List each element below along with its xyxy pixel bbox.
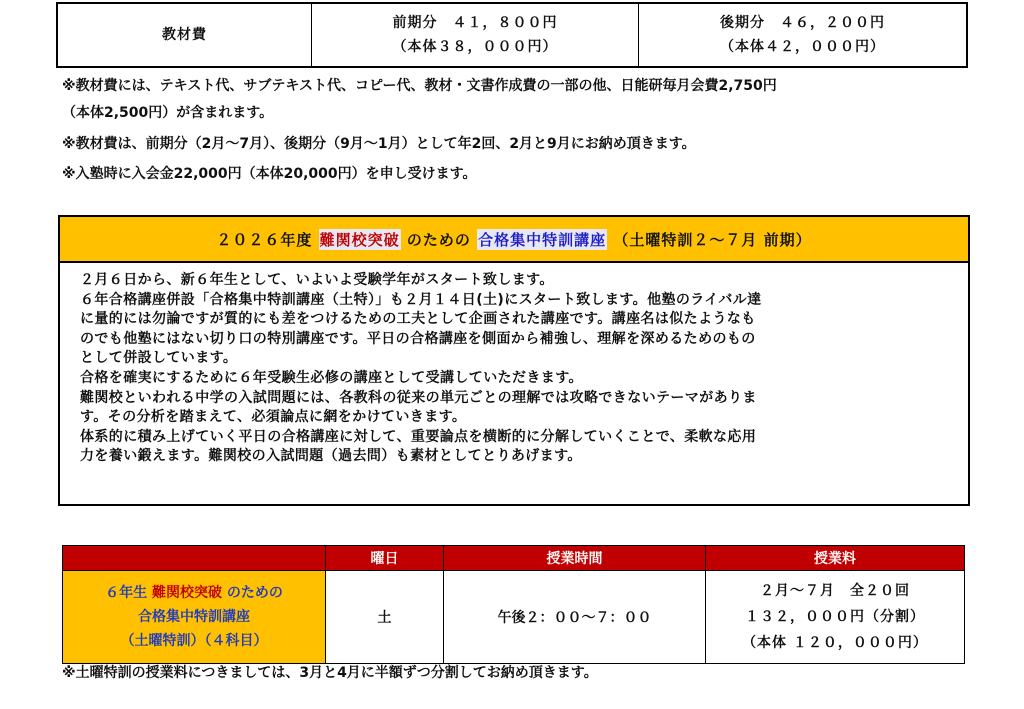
note-line-3: ※教材費は、前期分（2月～7月）、後期分（9月～1月）として年2回、2月と9月にお納め頂きます。	[62, 136, 696, 152]
second-term-fee: 後期分 ４６，２００円	[720, 15, 885, 31]
course-line: 力を養い鍛えます。難関校の入試問題（過去問）も素材としてとりあげます。	[80, 448, 582, 465]
course-name-cell	[63, 571, 326, 664]
schedule-header-day: 曜日	[326, 546, 444, 571]
fee-label-cell	[58, 4, 311, 66]
course-line: 合格を確実にするために６年受験生必修の講座として受講していただきます。	[80, 369, 583, 386]
course-description	[80, 271, 960, 467]
first-term-cell	[311, 4, 638, 66]
course-header-year: ２０２６年度	[216, 230, 313, 249]
course-line: として併設しています。	[80, 350, 238, 367]
schedule-row	[63, 571, 965, 664]
first-term-fee: 前期分 ４１，８００円	[392, 15, 558, 31]
schedule-table	[62, 545, 965, 664]
fee-table	[56, 2, 968, 68]
course-header-red: 難関校突破	[319, 230, 400, 249]
schedule-header-row	[63, 546, 965, 571]
course-line: ２月６日から、新６年生として、いよいよ受験学年がスタート致します。	[80, 272, 554, 288]
course-name-line-1	[63, 581, 325, 605]
schedule-fee-line-1: ２月～７月 全２０回	[760, 583, 910, 599]
course-line: す。その分析を踏まえて、必須論点に網をかけていきます。	[80, 409, 467, 426]
course-name-mid: のための	[226, 585, 283, 601]
schedule-time: 午後２：００～７：００	[444, 571, 706, 664]
schedule-fee-line-3: （本体 １２０，０００円）	[742, 635, 928, 651]
second-term-cell	[638, 4, 966, 66]
course-header-blue: 合格集中特訓講座	[478, 230, 607, 249]
course-line: 難関校といわれる中学の入試問題には、各教科の従来の単元ごとの理解では攻略できないテーマがありま	[80, 389, 757, 406]
course-name-line-2: 合格集中特訓講座	[138, 609, 250, 625]
course-line: 体系的に積み上げていく平日の合格講座に対して、重要論点を横断的に分解していくことで、柔軟な応用	[80, 428, 757, 445]
schedule-header-blank	[63, 546, 326, 571]
course-header-term: （土曜特訓２～７月 前期）	[613, 230, 812, 249]
course-header-mid: のための	[406, 230, 471, 249]
footer-note: ※土曜特訓の授業料につきましては、3月と4月に半額ずつ分割してお納め頂きます。	[62, 665, 598, 681]
course-name-red: 難関校突破	[152, 585, 222, 601]
schedule-header-fee: 授業料	[706, 546, 965, 571]
schedule-fee-line-2: １３２，０００円（分割）	[745, 609, 925, 625]
course-name-line-3: （土曜特訓）（４科目）	[120, 633, 268, 649]
note-line-1: ※教材費には、テキスト代、サブテキスト代、コピー代、教材・文書作成費の一部の他、日能研毎月会費2,750円	[62, 78, 777, 94]
course-box	[58, 215, 970, 506]
note-line-4: ※入塾時に入会金22,000円（本体20,000円）を申し受けます。	[62, 166, 477, 182]
schedule-fee-cell	[706, 571, 965, 664]
course-line: に量的には勿論ですが質的にも差をつけるための工夫として企画された講座です。講座名は似たようなも	[80, 311, 756, 328]
second-term-base: （本体４２，０００円）	[720, 39, 885, 55]
course-line: ６年合格講座併設「合格集中特訓講座（土特）」も２月１４日(土)にスタート致します。他塾のライバル達	[80, 291, 762, 308]
schedule-header-time: 授業時間	[444, 546, 706, 571]
first-term-base: （本体３８，０００円）	[392, 39, 558, 55]
note-line-2: （本体2,500円）が含まれます。	[62, 105, 274, 121]
fee-label: 教材費	[162, 27, 207, 43]
course-header	[60, 217, 968, 263]
course-line: のでも他塾にはない切り口の特別講座です。平日の合格講座を側面から補強し、理解を深めるためのもの	[80, 330, 756, 347]
course-name-grade: ６年生	[105, 585, 148, 601]
schedule-day: 土	[326, 571, 444, 664]
